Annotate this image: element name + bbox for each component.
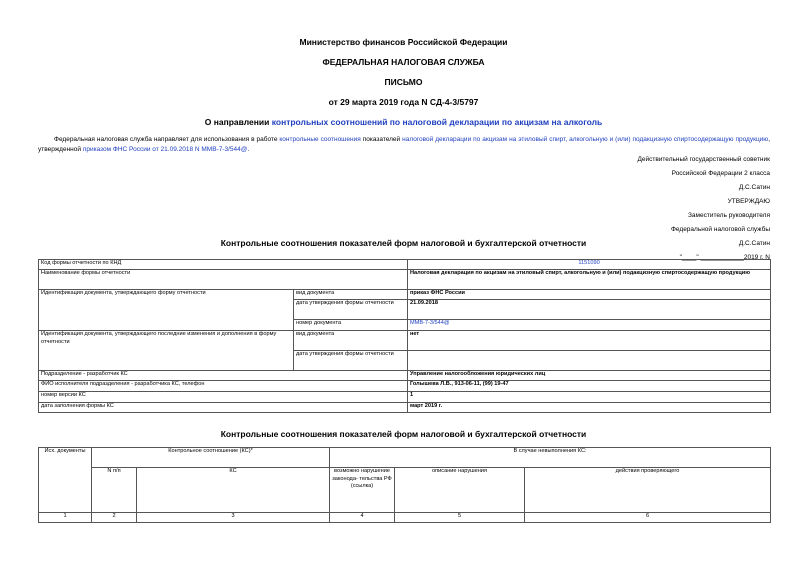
service-title: ФЕДЕРАЛЬНАЯ НАЛОГОВАЯ СЛУЖБА <box>322 57 485 67</box>
intro-paragraph <box>38 135 770 155</box>
link-order[interactable]: приказом ФНС России от 21.09.2018 N ММВ-7-3/544@ <box>82 146 248 153</box>
doc-number-value[interactable]: ММВ-7-3/544@ <box>408 320 771 331</box>
link-control-ratios[interactable]: контрольные соотношения <box>279 136 361 143</box>
col-failure-group: В случае невыполнения КС: <box>330 448 771 468</box>
ident-label: Идентификация документа, утверждающего форму отчетности <box>39 290 294 331</box>
link-declaration[interactable]: налоговой декларации по акцизам на этиловый спирт, алкогольную и (или) подакцизную спиртосодержащую продукцию <box>402 136 769 143</box>
doc-number-label: номер документа <box>294 320 408 331</box>
doc-kind-value: приказ ФНС России <box>408 290 771 300</box>
dept-label: Подразделение - разработчик КС <box>39 371 408 381</box>
col-actions: действия проверяющего <box>525 468 771 513</box>
col-index-6: 6 <box>525 513 771 523</box>
dept-value: Управление налогообложения юридических лиц <box>408 371 771 381</box>
knd-value[interactable]: 1151090 <box>408 260 771 270</box>
approval-date-line: "____" ____________2019 г. N <box>679 254 770 261</box>
col-index-5: 5 <box>395 513 525 523</box>
table-row <box>39 270 771 290</box>
approver-position-2: Федеральной налоговой службы <box>670 226 770 233</box>
intro-text-1: Федеральная налоговая служба направляет для использования в работе <box>54 136 280 143</box>
approver-name: Д.С.Сатин <box>738 240 770 247</box>
intro-text-4: . <box>247 146 250 153</box>
approval-stamp: УТВЕРЖДАЮ <box>727 198 770 205</box>
section-title-2: Контрольные соотношения показателей форм налоговой и бухгалтерской отчетности <box>220 429 587 439</box>
knd-label: Код формы отчетности по КНД <box>39 260 408 270</box>
changes-kind-label: вид документа <box>294 331 408 351</box>
document-subject <box>0 117 807 127</box>
intro-text-3: , утвержденной <box>38 136 770 153</box>
fill-date-label: дата заполнения формы КС <box>39 403 408 413</box>
table-row <box>39 381 771 392</box>
control-ratios-table <box>38 447 771 523</box>
changes-date-label: дата утверждения формы отчетности <box>294 351 408 371</box>
table-row <box>39 331 771 351</box>
approval-date-label: дата утверждения формы отчетности <box>294 300 408 320</box>
signature-name: Д.С.Сатин <box>738 184 770 191</box>
version-label: номер версии КС <box>39 392 408 403</box>
doc-kind-label: вид документа <box>294 290 408 300</box>
document-type: ПИСЬМО <box>384 77 423 87</box>
document-date-number: от 29 марта 2019 года N СД-4-3/5797 <box>328 97 479 107</box>
table-row <box>39 403 771 413</box>
subject-prefix: О направлении <box>204 117 272 127</box>
table-row <box>39 392 771 403</box>
table-row <box>39 371 771 381</box>
col-description: описание нарушения <box>395 468 525 513</box>
table-row <box>39 468 771 513</box>
approver-position-1: Заместитель руководителя <box>688 212 770 219</box>
table-row <box>39 513 771 523</box>
col-ks-group: Контрольное соотношение (КС)* <box>92 448 330 468</box>
section-title-1: Контрольные соотношения показателей форм налоговой и бухгалтерской отчетности <box>220 238 587 248</box>
col-source-docs: Исх. документы <box>39 448 92 513</box>
col-num: N п/п <box>92 468 137 513</box>
col-index-4: 4 <box>330 513 395 523</box>
col-index-3: 3 <box>137 513 330 523</box>
col-ks: КС <box>137 468 330 513</box>
form-name-label: Наименование формы отчетности <box>39 270 408 290</box>
col-violation: возможно нарушение законода- тельства РФ (ссылка) <box>330 468 395 513</box>
executor-value: Голышева Л.В., 913-06-11, (99) 19-47 <box>408 381 771 392</box>
signature-rank-2: Российской Федерации 2 класса <box>671 170 770 177</box>
table-row <box>39 448 771 468</box>
ministry-title: Министерство финансов Российской Федерации <box>299 37 508 47</box>
changes-kind-value: нет <box>408 331 771 351</box>
form-name-value: Налоговая декларация по акцизам на этиловый спирт, алкогольную и (или) подакцизную спиртосодержащую продукцию <box>408 270 771 290</box>
col-index-1: 1 <box>39 513 92 523</box>
intro-text-2: показателей <box>360 136 403 143</box>
fill-date-value: март 2019 г. <box>408 403 771 413</box>
version-value: 1 <box>408 392 771 403</box>
form-info-table <box>38 259 771 413</box>
changes-date-value <box>408 351 771 371</box>
col-index-2: 2 <box>92 513 137 523</box>
executor-label: ФИО исполнителя подразделения - разработчика КС, телефон <box>39 381 408 392</box>
table-row <box>39 260 771 270</box>
approval-date-value: 21.09.2018 <box>408 300 771 320</box>
table-row <box>39 290 771 300</box>
signature-rank-1: Действительный государственный советник <box>637 156 770 163</box>
subject-link[interactable]: контрольных соотношений по налоговой декларации по акцизам на алкоголь <box>271 117 603 127</box>
changes-label: Идентификация документа, утверждающего последние изменения и дополнения в форму отчетности <box>39 331 294 371</box>
